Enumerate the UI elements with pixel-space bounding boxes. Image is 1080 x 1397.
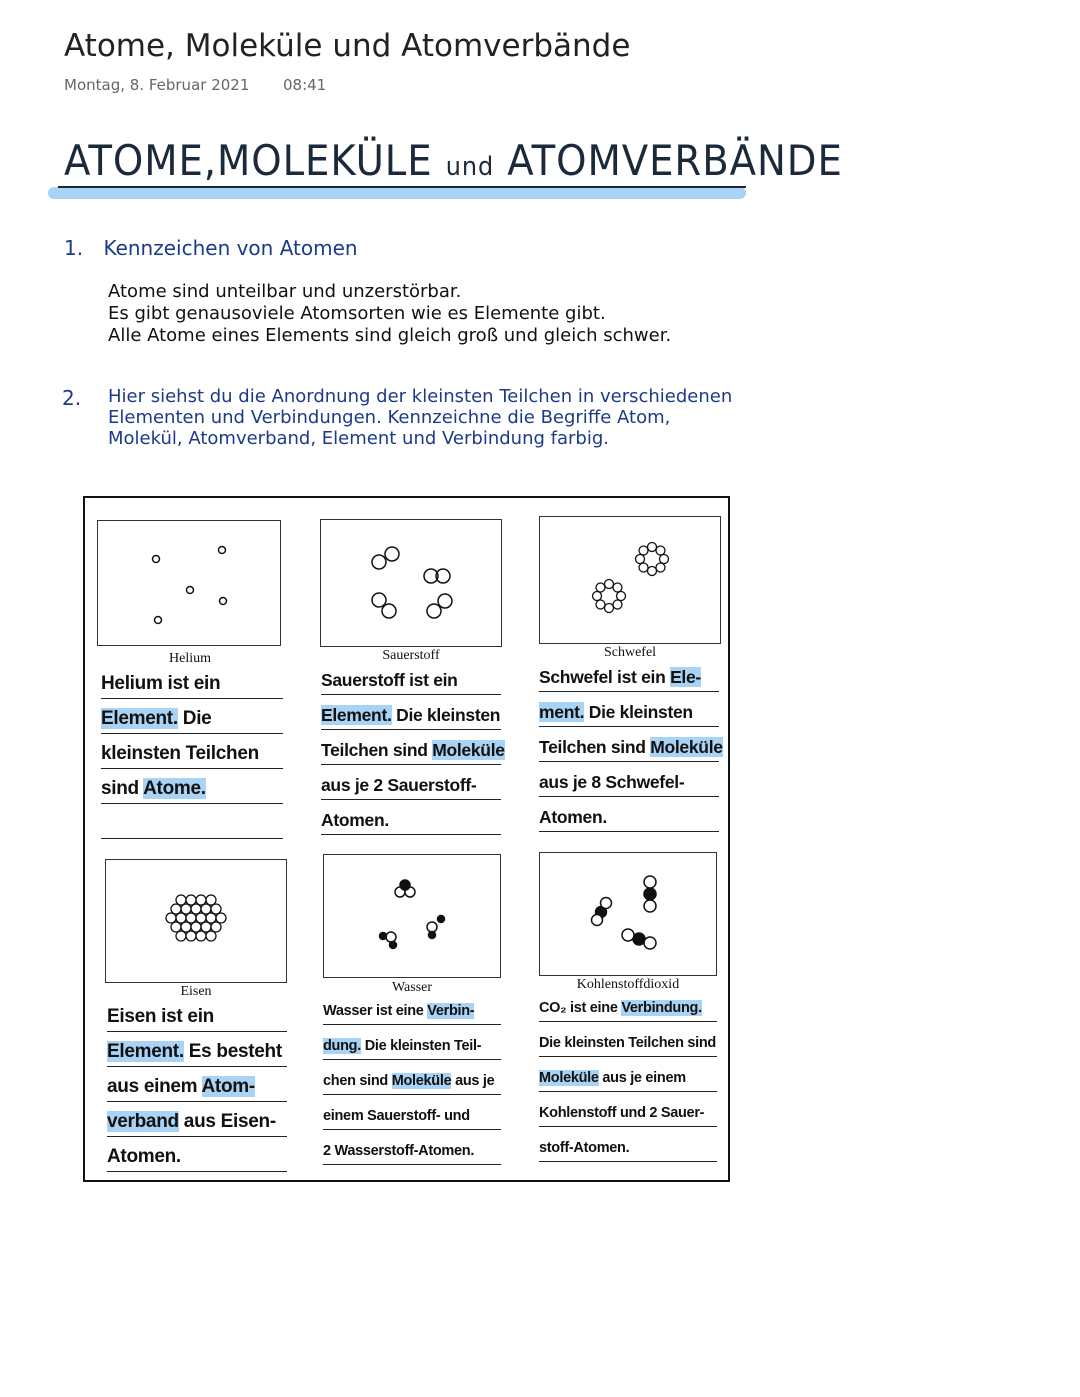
- card-text-highlight: verband: [107, 1111, 179, 1132]
- card-text-segment: Die kleinsten Teil-: [360, 1038, 482, 1054]
- sulfur-diagram: [539, 516, 721, 644]
- card-caption: Sauerstoff: [382, 648, 440, 663]
- card-text-highlight: Verbindung.: [621, 1000, 702, 1016]
- sulfur-atom: [660, 555, 669, 564]
- card-text-line: [539, 807, 719, 832]
- sulfur-atom: [639, 563, 648, 572]
- card-text-line: [539, 737, 723, 762]
- atom: [155, 617, 162, 624]
- atom: [153, 556, 160, 563]
- card-text-segment: chen sind: [323, 1073, 392, 1089]
- card-text-segment: Kohlenstoff und 2 Sauer-: [539, 1105, 705, 1121]
- iron-atom: [186, 913, 196, 923]
- iron-atom: [201, 904, 211, 914]
- card-text-segment: Atomen.: [321, 810, 389, 830]
- iron-atom: [196, 913, 206, 923]
- iron-atom: [216, 913, 226, 923]
- card-text-line: [321, 810, 501, 835]
- card-text-line: [321, 740, 505, 765]
- sulfur-atom: [656, 546, 665, 555]
- sulfur-atom: [613, 583, 622, 592]
- card-text-segment: Atomen.: [107, 1146, 181, 1167]
- iron-atom: [206, 913, 216, 923]
- card-caption: Schwefel: [603, 645, 657, 660]
- card-text-segment: Die kleinsten: [584, 702, 693, 722]
- water-diagram: [323, 854, 501, 978]
- card-caption: Helium: [169, 651, 211, 666]
- sulfur-atom: [593, 592, 602, 601]
- card-text-segment: stoff-Atomen.: [539, 1140, 630, 1156]
- heading-underline: [58, 186, 746, 188]
- card-text-segment: Teilchen sind: [539, 737, 651, 757]
- card-text-segment: aus je 8 Schwefel-: [539, 772, 685, 792]
- card-text-line: [323, 1073, 501, 1095]
- card-text-segment: aus je: [451, 1073, 495, 1089]
- card-text-line: [323, 1108, 501, 1130]
- sulfur-atom: [648, 543, 657, 552]
- card-text-segment: 2 Wasserstoff-Atomen.: [323, 1143, 475, 1159]
- card-text-segment: einem Sauerstoff- und: [323, 1108, 470, 1124]
- note-date: Montag, 8. Februar 2021: [64, 76, 250, 94]
- card-text-segment: Sauerstoff ist ein: [321, 670, 458, 690]
- card-text-highlight: dung.: [323, 1038, 361, 1054]
- section1-line: Es gibt genausoviele Atomsorten wie es Elemente gibt.: [108, 303, 606, 324]
- card-text-line: [539, 1070, 717, 1092]
- section1-title-text: Kennzeichen von Atomen: [103, 236, 358, 260]
- card-text-segment: Die kleinsten: [391, 705, 501, 725]
- iron-atom: [176, 931, 186, 941]
- heading-part1: ATOME,MOLEKÜLE: [64, 136, 433, 185]
- card-text-segment: Atomen.: [539, 807, 607, 827]
- note-title: Atome, Moleküle und Atomverbände: [64, 28, 631, 64]
- card-text-segment: Wasser ist eine: [323, 1003, 428, 1019]
- card-text-highlight: Element.: [101, 708, 178, 729]
- section2-number: 2.: [62, 386, 82, 410]
- card-text-line: [101, 708, 283, 734]
- sulfur-atom: [605, 580, 614, 589]
- card-text-segment: Helium ist ein: [101, 673, 221, 694]
- card-text-line: [323, 1038, 501, 1060]
- section1-title: [64, 236, 358, 260]
- oxygen-molecules: [321, 520, 501, 646]
- co2-diagram: [539, 852, 717, 976]
- card-text-line: [107, 1006, 287, 1032]
- card-text-line: [321, 670, 501, 695]
- sulfur-atom: [605, 604, 614, 613]
- card-text-highlight: Moleküle: [432, 740, 505, 760]
- iron-atom: [186, 931, 196, 941]
- card-text-line: [539, 1000, 717, 1022]
- card-text-line: [323, 1143, 501, 1165]
- iron-atom: [206, 895, 216, 905]
- helium-diagram: [97, 520, 281, 646]
- iron-atom: [191, 904, 201, 914]
- section1-lines: [108, 281, 671, 347]
- iron-atom: [211, 904, 221, 914]
- card-caption: Eisen: [180, 984, 212, 999]
- heading-part3: ATOMVERBÄNDE: [507, 136, 843, 185]
- sulfur-atom: [648, 567, 657, 576]
- note-time: 08:41: [283, 76, 327, 94]
- sulfur-rings: [540, 517, 720, 643]
- iron-diagram: [105, 859, 287, 983]
- card-text-highlight: Moleküle: [539, 1070, 599, 1086]
- iron-atom: [191, 922, 201, 932]
- card-text-line: [539, 1140, 717, 1162]
- card-text-line: [101, 743, 283, 769]
- card-text-segment: Teilchen sind: [321, 740, 433, 760]
- water-molecules: [324, 855, 500, 977]
- sulfur-atom: [639, 546, 648, 555]
- card-caption: Kohlenstoffdioxid: [576, 977, 680, 992]
- sulfur-atom: [596, 600, 605, 609]
- sulfur-atom: [596, 583, 605, 592]
- helium-atoms: [98, 521, 280, 645]
- card-text-segment: aus je einem: [598, 1070, 686, 1086]
- card-text-highlight: ment.: [539, 702, 585, 722]
- card-text-line: [539, 702, 719, 727]
- iron-atom: [211, 922, 221, 932]
- section2-text: Hier siehst du die Anordnung der kleinsten Teilchen in verschiedenen Elementen und Verbindungen. Kennzeichne die Begriffe Atom, Molekül, Atomverband, Element und Verbindung farbig.: [108, 386, 733, 449]
- card-text-highlight: Ele-: [670, 667, 701, 687]
- card-text-line: [321, 705, 501, 730]
- iron-lattice: [106, 860, 286, 982]
- section1-number: 1.: [64, 236, 84, 260]
- card-text-line: [107, 1146, 287, 1172]
- card-text-segment: aus Eisen-: [178, 1111, 276, 1132]
- atom: [187, 587, 194, 594]
- card-text-highlight: Atome.: [143, 778, 206, 799]
- section1-line: Alle Atome eines Elements sind gleich groß und gleich schwer.: [108, 325, 672, 346]
- heading-part2: und: [445, 152, 495, 182]
- iron-atom: [176, 895, 186, 905]
- card-text-segment: Schwefel ist ein: [539, 667, 671, 687]
- card-text-segment: Die: [177, 708, 212, 729]
- iron-atom: [196, 931, 206, 941]
- iron-atom: [181, 904, 191, 914]
- oxygen-diagram: [320, 519, 502, 647]
- card-text-line: [539, 1035, 717, 1057]
- card-text-segment: Die kleinsten Teilchen sind: [539, 1035, 716, 1051]
- iron-atom: [171, 904, 181, 914]
- card-text-line: [107, 1076, 287, 1102]
- card-text-line: [321, 775, 501, 800]
- card-text-line: [107, 1111, 287, 1137]
- card-caption: Wasser: [391, 980, 433, 995]
- sulfur-atom: [636, 555, 645, 564]
- iron-atom: [166, 913, 176, 923]
- card-text-segment: aus je 2 Sauerstoff-: [321, 775, 477, 795]
- card-text-line: [539, 1105, 717, 1127]
- card-text-highlight: Element.: [321, 705, 392, 725]
- card-text-segment: kleinsten Teilchen: [101, 743, 259, 764]
- atom: [220, 598, 227, 605]
- iron-atom: [181, 922, 191, 932]
- card-text-line: [323, 1003, 501, 1025]
- sulfur-atom: [617, 592, 626, 601]
- card-text-highlight: Atom-: [201, 1076, 255, 1097]
- card-text-segment: CO₂ ist eine: [539, 1000, 622, 1016]
- sulfur-atom: [656, 563, 665, 572]
- section1-line: Atome sind unteilbar und unzerstörbar.: [108, 281, 462, 302]
- card-text-highlight: Verbin-: [427, 1003, 475, 1019]
- handwritten-heading: [64, 136, 843, 185]
- card-text-segment: Eisen ist ein: [107, 1006, 214, 1027]
- heading-highlight: [48, 187, 746, 199]
- atom: [219, 547, 226, 554]
- card-text-line: [101, 813, 283, 839]
- card-text-highlight: Moleküle: [391, 1073, 452, 1089]
- iron-atom: [171, 922, 181, 932]
- sulfur-atom: [613, 600, 622, 609]
- card-text-line: [101, 778, 283, 804]
- iron-atom: [176, 913, 186, 923]
- card-text-line: [539, 667, 719, 692]
- card-text-segment: aus einem: [107, 1076, 202, 1097]
- iron-atom: [196, 895, 206, 905]
- iron-atom: [206, 931, 216, 941]
- card-text-highlight: Moleküle: [650, 737, 723, 757]
- card-text-segment: Es besteht: [183, 1041, 282, 1062]
- iron-atom: [186, 895, 196, 905]
- co2-molecules: [540, 853, 716, 975]
- card-text-line: [101, 673, 283, 699]
- card-text-line: [539, 772, 719, 797]
- card-text-highlight: Element.: [107, 1041, 184, 1062]
- iron-atom: [201, 922, 211, 932]
- card-text-segment: sind: [101, 778, 144, 799]
- card-text-line: [107, 1041, 287, 1067]
- worksheet-image: [83, 496, 730, 1182]
